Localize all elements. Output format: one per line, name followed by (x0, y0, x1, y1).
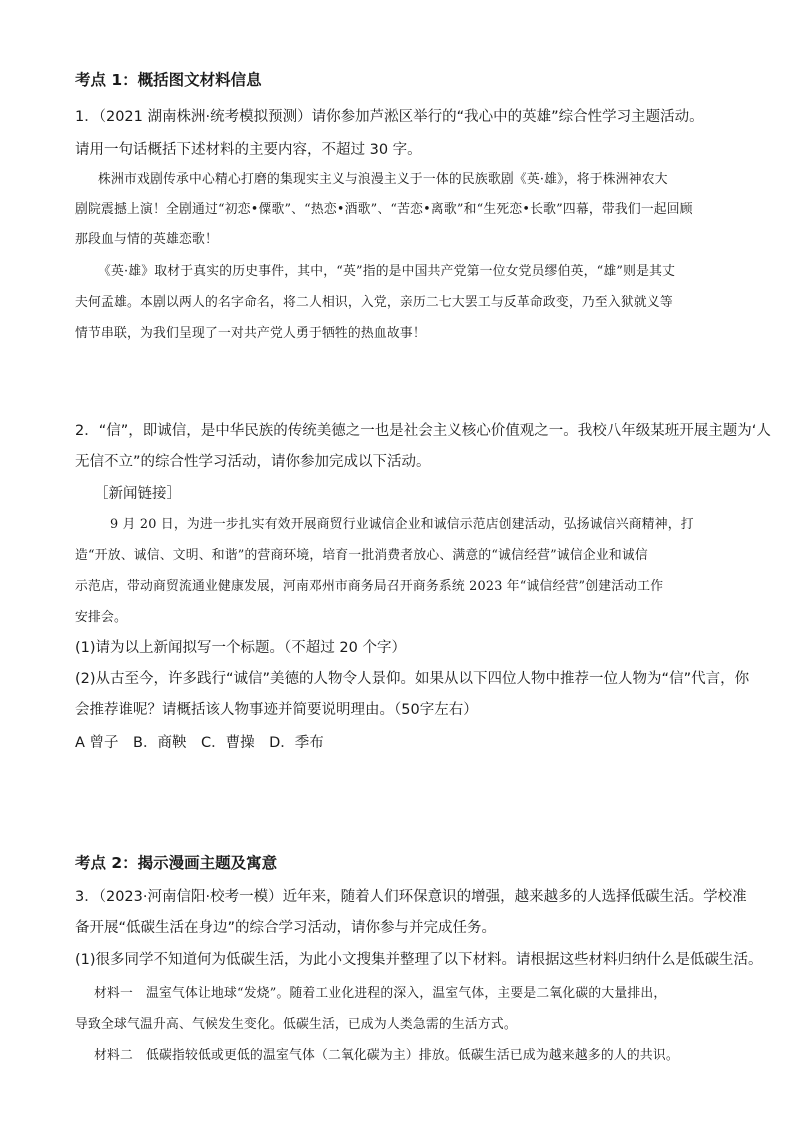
section-1-heading: 考点 1：概括图文材料信息 (75, 71, 262, 89)
q1-passage-line: 剧院震撼上演！全剧通过“初恋•僳歌”、“热恋•酒歌”、“苦恋•离歌”和“生死恋•长歌”四幕，带我们一起回顾 (75, 202, 693, 217)
q3-intro-line: 3．（2023·河南信阳·校考一模）近年来，随着人们环保意识的增强，越来越多的人选择低碳生活。学校准 (75, 889, 747, 905)
q1-intro: 1．（2021 湖南株洲·统考模拟预测）请你参加芦淞区举行的“我心中的英雄”综合性学习主题活动。 (75, 109, 704, 125)
news-line: 9 月 20 日，为进一步扎实有效开展商贸行业诚信企业和诚信示范店创建活动，弘扬诚信兴商精神，打 (110, 517, 694, 532)
q3-intro-line: 备开展“低碳生活在身边”的综合学习活动，请你参与并完成任务。 (75, 920, 497, 936)
material-1-line: 导致全球气温升高、气候发生变化。低碳生活，已成为人类急需的生活方式。 (75, 1017, 517, 1032)
q2-sub1: (1)请为以上新闻拟写一个标题。（不超过 20 个字） (75, 640, 406, 656)
q1-passage-line: 夫何孟雄。本剧以两人的名字命名，将二人相识，入党，亲历二七大罢工与反革命政变，乃至入狱就义等 (75, 295, 673, 310)
q1-passage-line: 《英·雄》取材于真实的历史事件，其中，“英”指的是中国共产党第一位女党员缪伯英，“雄”则是其丈 (98, 264, 676, 279)
q1-passage-line: 情节串联，为我们呈现了一对共产党人勇于牺牲的热血故事！ (75, 326, 426, 341)
q3-sub1: (1)很多同学不知道何为低碳生活，为此小文搜集并整理了以下材料。请根据这些材料归纳什么是低碳生活。 (75, 952, 763, 968)
news-line: 示范店，带动商贸流通业健康发展，河南邓州市商务局召开商务系统 2023 年“诚信经营”创建活动工作 (75, 579, 664, 594)
news-line: 造“开放、诚信、文明、和谐”的营商环境，培育一批消费者放心、满意的“诚信经营”诚信企业和诚信 (75, 548, 648, 563)
q2-intro-line: 2．“信”，即诚信，是中华民族的传统美德之一也是社会主义核心价值观之一。我校八年级某班开展主题为‘人 (75, 423, 771, 439)
q2-intro-line: 无信不立”的综合性学习活动，请你参加完成以下活动。 (75, 454, 431, 470)
material-2-line: 材料二 低碳指较低或更低的温室气体（二氧化碳为主）排放。低碳生活已成为越来越多的人的共识。 (94, 1048, 679, 1063)
q2-sub2-line: 会推荐谁呢？请概括该人物事迹并简要说明理由。（50字左右） (75, 702, 478, 718)
material-1-line: 材料一 温室气体让地球“发烧”。随着工业化进程的深入，温室气体，主要是二氧化碳的大量排出， (94, 986, 667, 1001)
q1-passage-line: 那段血与情的英雄恋歌！ (75, 232, 218, 247)
section-2-heading: 考点 2：揭示漫画主题及寓意 (75, 854, 278, 872)
q1-instruction: 请用一句话概括下述材料的主要内容，不超过 30 字。 (75, 142, 422, 158)
news-line: 安排会。 (75, 610, 127, 625)
news-link-label: ［新闻链接］ (94, 486, 181, 502)
q1-passage-line: 株洲市戏剧传承中心精心打磨的集现实主义与浪漫主义于一体的民族歌剧《英·雄》，将于株洲神农大 (98, 172, 668, 187)
q2-sub2-line: (2)从古至今，许多践行“诚信”美德的人物令人景仰。如果从以下四位人物中推荐一位人物为“信”代言，你 (75, 671, 750, 687)
q2-options: A 曾子 B．商鞅 C．曹操 D．季布 (75, 735, 324, 751)
